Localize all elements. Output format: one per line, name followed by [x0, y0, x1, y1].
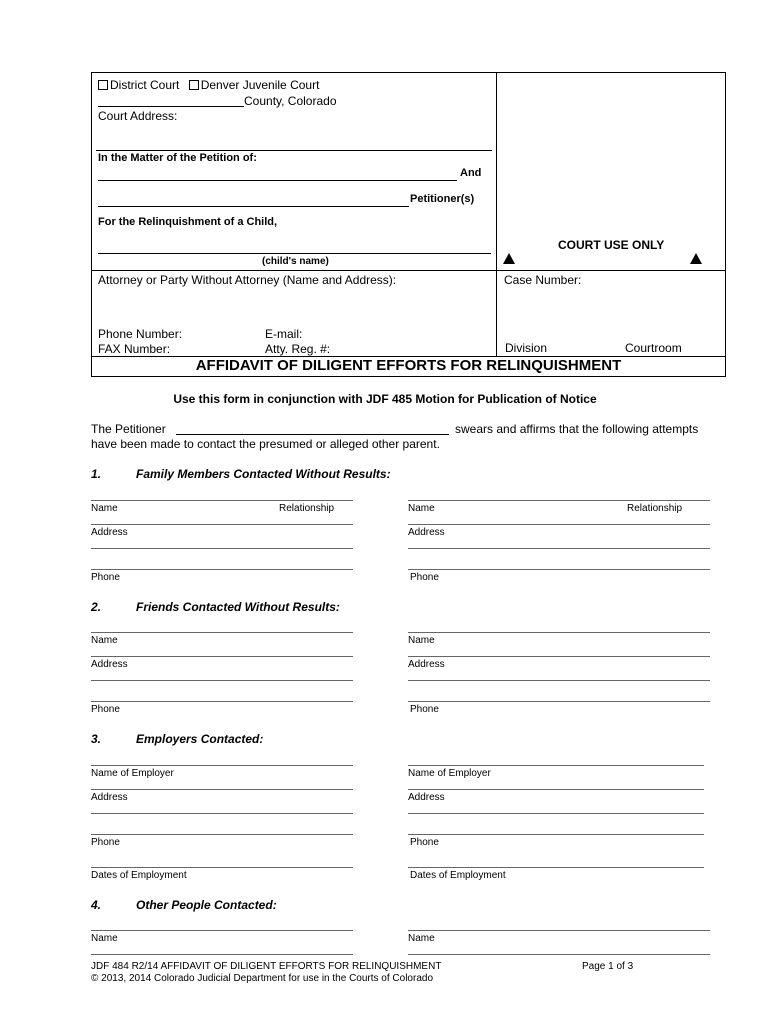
division-label: Division	[505, 341, 548, 355]
address-label: Address	[91, 527, 128, 538]
up-arrow-icon	[503, 253, 515, 264]
name-of-employer-label: Name of Employer	[91, 768, 174, 779]
address-label: Address	[408, 659, 445, 670]
address-field-left-2[interactable]	[91, 680, 353, 681]
name-field-right[interactable]	[408, 632, 710, 633]
section-1-number: 1.	[91, 467, 102, 481]
attorney-label: Attorney or Party Without Attorney (Name and Address):	[98, 273, 397, 287]
address-field-left[interactable]	[91, 789, 353, 790]
phone-field-left[interactable]	[91, 569, 353, 570]
phone-label: Phone	[91, 837, 120, 848]
dates-field-left[interactable]	[91, 867, 353, 868]
petitioner-name-blank-2[interactable]	[98, 206, 409, 207]
fax-number-label: FAX Number:	[98, 342, 171, 356]
address-field-left[interactable]	[91, 656, 353, 657]
phone-label: Phone	[410, 704, 439, 715]
relationship-label: Relationship	[627, 503, 683, 514]
atty-reg-label: Atty. Reg. #:	[265, 342, 331, 356]
section-3-title: Employers Contacted:	[136, 732, 264, 746]
address-field-right[interactable]	[408, 524, 710, 525]
denver-juvenile-court-label: Denver Juvenile Court	[200, 78, 320, 92]
court-selection	[98, 78, 319, 92]
footer-page-number: Page 1 of 3	[582, 961, 634, 972]
form-title: AFFIDAVIT OF DILIGENT EFFORTS FOR RELINQUISHMENT	[195, 357, 622, 374]
dates-of-employment-label: Dates of Employment	[410, 870, 506, 881]
address-field-right-2[interactable]	[408, 813, 704, 814]
section-2-number: 2.	[91, 600, 102, 614]
phone-field-right[interactable]	[408, 701, 710, 702]
name-field-left[interactable]	[91, 500, 353, 501]
phone-label: Phone	[91, 572, 120, 583]
section-1-title: Family Members Contacted Without Results:	[136, 467, 391, 481]
instruction-text: Use this form in conjunction with JDF 485 Motion for Publication of Notice	[173, 392, 597, 406]
and-label: And	[460, 167, 482, 179]
address-label: Address	[408, 527, 445, 538]
name-label: Name	[408, 933, 435, 944]
up-arrow-icon	[690, 253, 702, 264]
phone-field-left[interactable]	[91, 701, 353, 702]
address-field-left[interactable]	[91, 954, 353, 955]
name-field-right[interactable]	[408, 930, 710, 931]
name-label: Name	[408, 503, 435, 514]
child-name-blank[interactable]	[98, 253, 491, 254]
footer-form-id: JDF 484 R2/14 AFFIDAVIT OF DILIGENT EFFORTS FOR RELINQUISHMENT	[91, 961, 442, 972]
intro-line-2: have been made to contact the presumed or alleged other parent.	[91, 437, 440, 451]
section-4-number: 4.	[91, 898, 102, 912]
address-field-right[interactable]	[408, 656, 710, 657]
petitioner-intro-label: The Petitioner	[91, 422, 166, 436]
childs-name-caption: (child's name)	[262, 256, 329, 267]
phone-label: Phone	[410, 837, 439, 848]
address-field-left-2[interactable]	[91, 813, 353, 814]
name-label: Name	[91, 635, 118, 646]
swears-text: swears and affirms that the following attempts	[455, 422, 699, 436]
address-label: Address	[91, 659, 128, 670]
address-field-right[interactable]	[408, 954, 710, 955]
name-of-employer-label: Name of Employer	[408, 768, 491, 779]
relinquishment-label: For the Relinquishment of a Child,	[98, 216, 278, 228]
email-label: E-mail:	[265, 327, 303, 341]
case-number-label: Case Number:	[504, 273, 582, 287]
phone-label: Phone	[91, 704, 120, 715]
section-4-title: Other People Contacted:	[136, 898, 277, 912]
dates-field-right[interactable]	[408, 867, 704, 868]
county-blank[interactable]	[98, 106, 244, 107]
name-label: Name	[408, 635, 435, 646]
court-address-label: Court Address:	[98, 109, 178, 123]
address-label: Address	[408, 792, 445, 803]
dates-of-employment-label: Dates of Employment	[91, 870, 187, 881]
address-field-right-2[interactable]	[408, 548, 710, 549]
employer-name-field-left[interactable]	[91, 765, 353, 766]
relationship-label: Relationship	[279, 503, 335, 514]
petitioner-blank[interactable]	[176, 434, 449, 435]
section-2-title: Friends Contacted Without Results:	[136, 600, 340, 614]
phone-label: Phone	[410, 572, 439, 583]
name-field-left[interactable]	[91, 930, 353, 931]
address-field-left-2[interactable]	[91, 548, 353, 549]
footer-copyright: © 2013, 2014 Colorado Judicial Department for use in the Courts of Colorado	[91, 973, 434, 984]
phone-field-right[interactable]	[408, 569, 710, 570]
petitioner-name-blank-1[interactable]	[98, 180, 457, 181]
matter-label: In the Matter of the Petition of:	[98, 152, 257, 164]
address-field-right-2[interactable]	[408, 680, 710, 681]
denver-juvenile-court-checkbox[interactable]	[189, 80, 199, 90]
address-field-left[interactable]	[91, 524, 353, 525]
petitioners-label: Petitioner(s)	[410, 193, 475, 205]
name-field-right[interactable]	[408, 500, 710, 501]
address-field-right[interactable]	[408, 789, 704, 790]
phone-field-right[interactable]	[408, 834, 704, 835]
phone-number-label: Phone Number:	[98, 327, 183, 341]
court-use-only-label: COURT USE ONLY	[558, 238, 665, 252]
district-court-label: District Court	[110, 78, 180, 92]
name-field-left[interactable]	[91, 632, 353, 633]
name-label: Name	[91, 933, 118, 944]
phone-field-left[interactable]	[91, 834, 353, 835]
courtroom-label: Courtroom	[625, 341, 682, 355]
district-court-checkbox[interactable]	[98, 80, 108, 90]
employer-name-field-right[interactable]	[408, 765, 704, 766]
section-3-number: 3.	[91, 732, 102, 746]
name-label: Name	[91, 503, 118, 514]
address-label: Address	[91, 792, 128, 803]
county-label: County, Colorado	[244, 94, 337, 108]
